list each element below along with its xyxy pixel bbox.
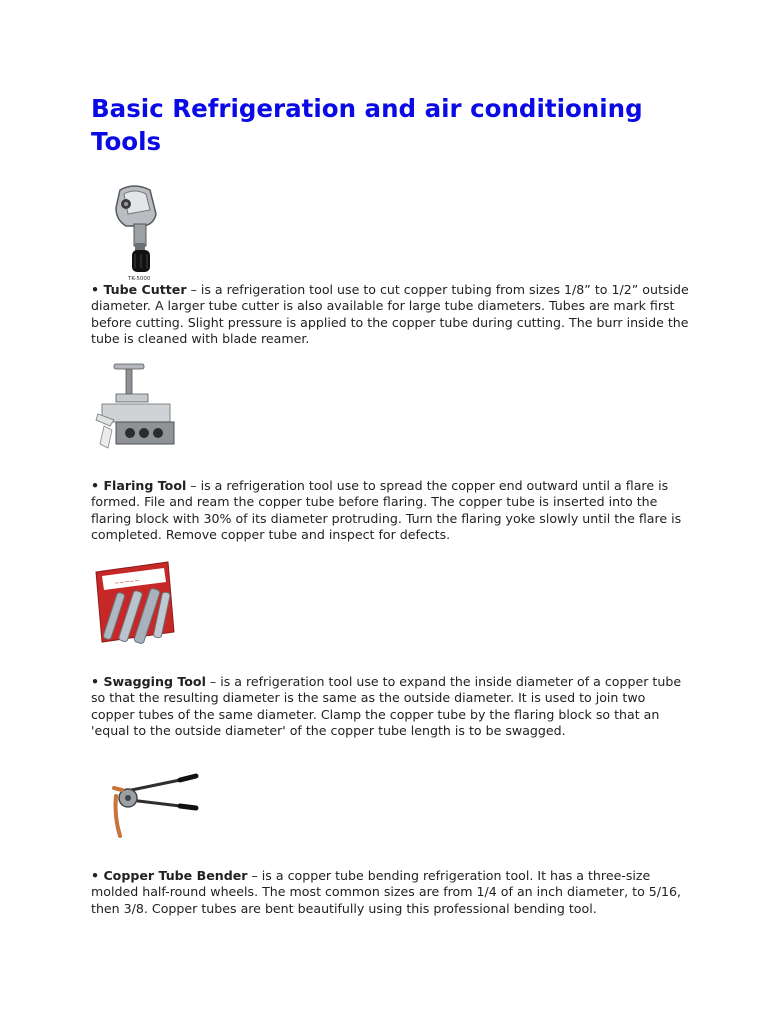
flaring-tool-bullet: •: [91, 478, 104, 493]
tube-cutter-paragraph: [91, 282, 691, 347]
flaring-tool-name: Flaring Tool: [103, 478, 187, 493]
page-title: Basic Refrigeration and air conditioning Tools: [91, 94, 643, 156]
tube-bender-name: Copper Tube Bender: [103, 868, 248, 883]
flaring-tool-description: – is a refrigeration tool use to spread the copper end outward until a flare is formed. File and ream the copper tube before flaring. The copper tube is inserted into the flaring block with 30% of its diameter protruding. Turn the flaring yoke slowly until the flare is completed. Remove copper tube and inspect for defects.: [91, 478, 682, 542]
swagging-tool-bullet: •: [91, 674, 104, 689]
tube-cutter-image: [104, 180, 164, 282]
tube-cutter-caption: TK-5000: [128, 276, 151, 282]
svg-text:~~~~~: ~~~~~: [114, 577, 140, 588]
swagging-tool-name: Swagging Tool: [103, 674, 206, 689]
tube-cutter-name: Tube Cutter: [103, 282, 187, 297]
tube-bender-paragraph: [91, 868, 691, 917]
flaring-tool-paragraph: [91, 478, 691, 543]
tube-bender-description: – is a copper tube bending refrigeration tool. It has a three-size molded half-round wheels. The most common sizes are from 1/4 of an inch diameter, to 5/16, then 3/8. Copper tubes are bent beautifully using this professional bending tool.: [91, 868, 682, 916]
swagging-tool-image: [92, 558, 182, 658]
tube-bender-bullet: •: [91, 868, 104, 883]
tube-bender-image: [110, 756, 206, 850]
tube-cutter-bullet: •: [91, 282, 104, 297]
swagging-tool-description: – is a refrigeration tool use to expand the inside diameter of a copper tube so that the resulting diameter is the same as the outside diameter. It is used to join two copper tubes of the same diameter. Clamp the copper tube by the flaring block so that an 'equal to the outside diameter' of the copper tube length is to be swagged.: [91, 674, 682, 738]
swagging-tool-paragraph: [91, 674, 691, 739]
flaring-tool-image: [90, 360, 184, 462]
tube-cutter-description: – is a refrigeration tool use to cut copper tubing from sizes 1/8” to 1/2” outside diameter. A larger tube cutter is also available for large tube diameters. Tubes are mark first before cutting. Slight pressure is applied to the copper tube during cutting. The burr inside the tube is cleaned with blade reamer.: [91, 282, 689, 346]
